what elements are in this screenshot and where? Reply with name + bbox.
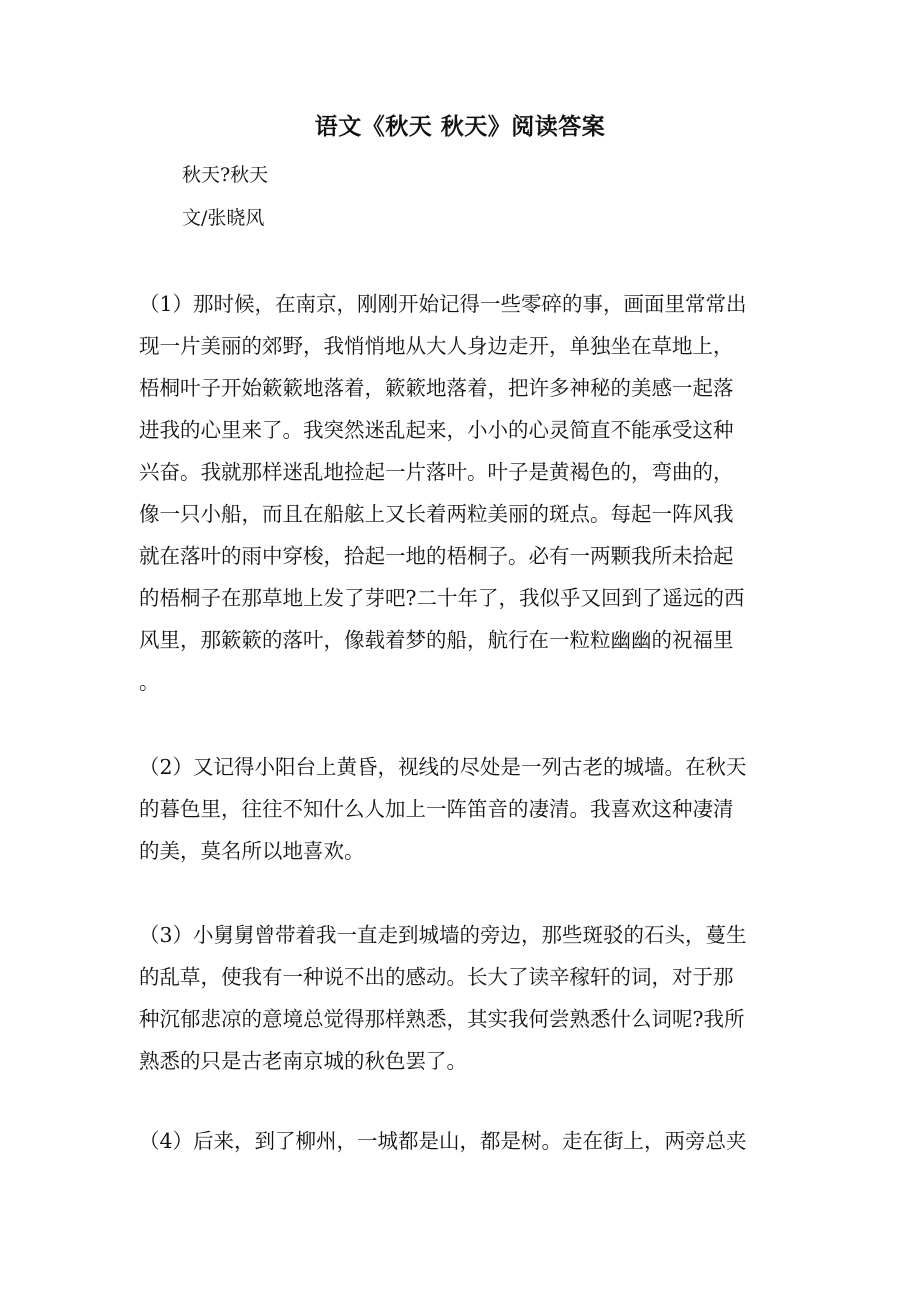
paragraph-line: （1）那时候，在南京，刚刚开始记得一些零碎的事，画面里常常出: [139, 292, 747, 316]
paragraph-line: 就在落叶的雨中穿梭，拾起一地的梧桐子。必有一两颗我所未拾起: [139, 544, 734, 568]
essay-subtitle: 秋天?秋天: [182, 164, 269, 186]
paragraph-line: 的梧桐子在那草地上发了芽吧?二十年了，我似乎又回到了遥远的西: [139, 586, 745, 610]
paragraph-1: [139, 283, 784, 703]
paragraph-line: 梧桐叶子开始簌簌地落着，簌簌地落着，把许多神秘的美感一起落: [139, 376, 734, 400]
paragraph-line: 种沉郁悲凉的意境总觉得那样熟悉，其实我何尝熟悉什么词呢?我所: [139, 1007, 745, 1031]
paragraph-line: 像一只小船，而且在船舷上又长着两粒美丽的斑点。每起一阵风我: [139, 502, 734, 526]
paragraph-line: （4）后来，到了柳州，一城都是山，都是树。走在街上，两旁总夹: [139, 1129, 747, 1153]
paragraph-3: [139, 914, 784, 1082]
paragraph-line: 的乱草，使我有一种说不出的感动。长大了读辛稼轩的词，对于那: [139, 965, 734, 989]
paragraph-line: （3）小舅舅曾带着我一直走到城墙的旁边，那些斑驳的石头，蔓生: [139, 923, 747, 947]
paragraph-line: 的暮色里，往往不知什么人加上一阵笛音的凄清。我喜欢这种凄清: [139, 797, 734, 821]
paragraph-2: [139, 746, 784, 872]
document-title: 语文《秋天 秋天》阅读答案: [314, 113, 606, 140]
paragraph-line: 现一片美丽的郊野，我悄悄地从大人身边走开，单独坐在草地上，: [139, 334, 734, 358]
paragraph-line: 进我的心里来了。我突然迷乱起来，小小的心灵简直不能承受这种: [139, 418, 734, 442]
paragraph-line: 兴奋。我就那样迷乱地捡起一片落叶。叶子是黄褐色的，弯曲的，: [139, 460, 734, 484]
paragraph-line: （2）又记得小阳台上黄昏，视线的尽处是一列古老的城墙。在秋天: [139, 755, 747, 779]
paragraph-line: 。: [139, 670, 160, 694]
paragraph-4: [139, 1120, 784, 1162]
paragraph-line: 的美，莫名所以地喜欢。: [139, 839, 365, 863]
paragraph-line: 风里，那簌簌的落叶，像载着梦的船，航行在一粒粒幽幽的祝福里: [139, 628, 734, 652]
essay-author: 文/张晓风: [182, 207, 265, 229]
paragraph-line: 熟悉的只是古老南京城的秋色罢了。: [139, 1049, 467, 1073]
